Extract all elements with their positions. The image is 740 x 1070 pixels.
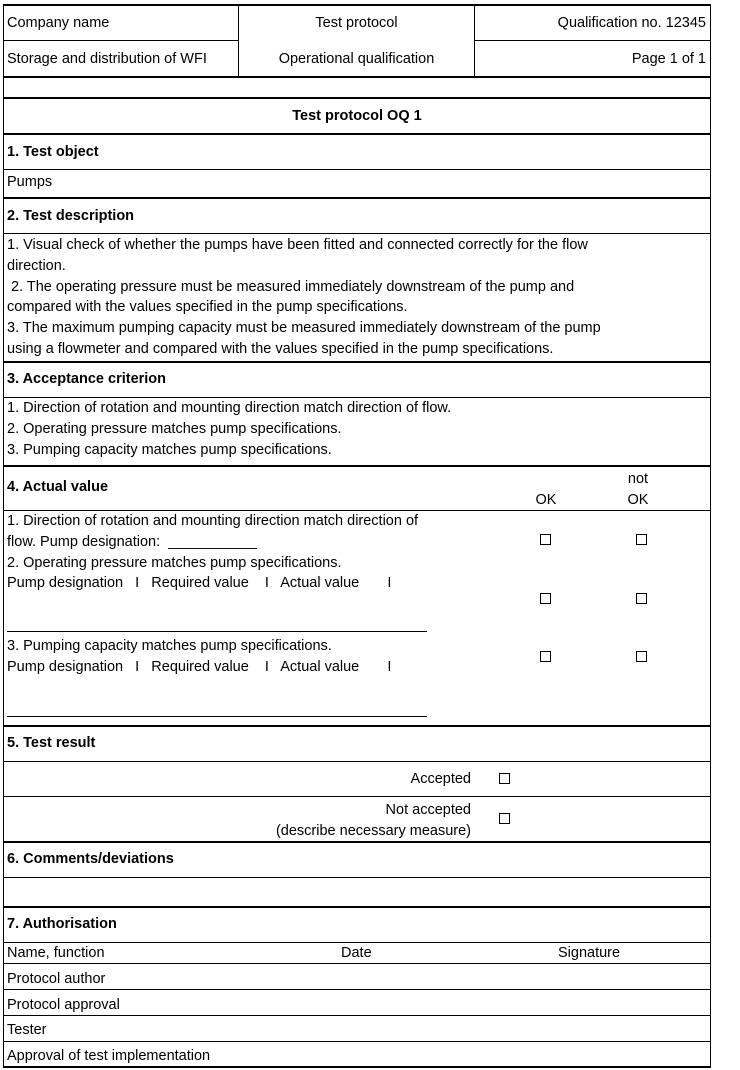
section-4-heading: 4. Actual value — [7, 479, 109, 495]
actual-item-1-line2: flow. Pump designation: ___________ — [7, 534, 257, 550]
not-ok-column-header-line1: not — [627, 471, 649, 487]
item-3-ok-checkbox[interactable] — [540, 651, 551, 662]
doc-type: Test protocol — [315, 15, 398, 31]
protocol-title: Test protocol OQ 1 — [292, 108, 422, 124]
not-accepted-checkbox[interactable] — [499, 813, 510, 824]
subject: Storage and distribution of WFI — [7, 51, 207, 67]
phase: Operational qualification — [278, 51, 435, 67]
section-2-heading: 2. Test description — [7, 208, 135, 224]
section-3-heading: 3. Acceptance criterion — [7, 371, 167, 387]
comments-field[interactable] — [4, 878, 710, 906]
accepted-checkbox[interactable] — [499, 773, 510, 784]
date-column: Date — [341, 945, 372, 961]
company-name: Company name — [7, 15, 110, 31]
section-5-heading: 5. Test result — [7, 735, 96, 751]
actual-item-1-line1: 1. Direction of rotation and mounting direction match direction of — [7, 513, 419, 529]
section-1-heading: 1. Test object — [7, 144, 99, 160]
item-2-not-ok-checkbox[interactable] — [636, 593, 647, 604]
ok-column-header: OK — [535, 492, 557, 508]
tester-row: Tester — [7, 1022, 47, 1038]
protocol-author-row: Protocol author — [7, 971, 106, 987]
actual-item-2-line1: 2. Operating pressure matches pump specifications. — [7, 555, 342, 571]
not-ok-column-header-line2: OK — [627, 492, 649, 508]
item-1-not-ok-checkbox[interactable] — [636, 534, 647, 545]
section-7-heading: 7. Authorisation — [7, 916, 117, 932]
name-function-column: Name, function — [7, 945, 105, 961]
item-2-ok-checkbox[interactable] — [540, 593, 551, 604]
accepted-label: Accepted — [410, 771, 471, 787]
item-1-ok-checkbox[interactable] — [540, 534, 551, 545]
page-number: Page 1 of 1 — [631, 51, 706, 67]
test-object-value: Pumps — [7, 174, 53, 190]
actual-item-2-line2: Pump designation I Required value I Actual value I — [7, 575, 392, 591]
section-6-heading: 6. Comments/deviations — [7, 851, 174, 867]
necessary-measure-label: (describe necessary measure) — [275, 823, 471, 839]
qualification-number: Qualification no. 12345 — [557, 15, 706, 31]
not-accepted-label: Not accepted — [385, 802, 471, 818]
actual-item-3-line2: Pump designation I Required value I Actual value I — [7, 659, 392, 675]
approval-test-implementation-row: Approval of test implementation — [7, 1048, 211, 1064]
item-2-fill-line — [7, 631, 427, 632]
item-3-fill-line — [7, 716, 427, 717]
actual-item-3-line1: 3. Pumping capacity matches pump specifications. — [7, 638, 332, 654]
protocol-approval-row: Protocol approval — [7, 997, 120, 1013]
signature-column: Signature — [558, 945, 621, 961]
item-3-not-ok-checkbox[interactable] — [636, 651, 647, 662]
